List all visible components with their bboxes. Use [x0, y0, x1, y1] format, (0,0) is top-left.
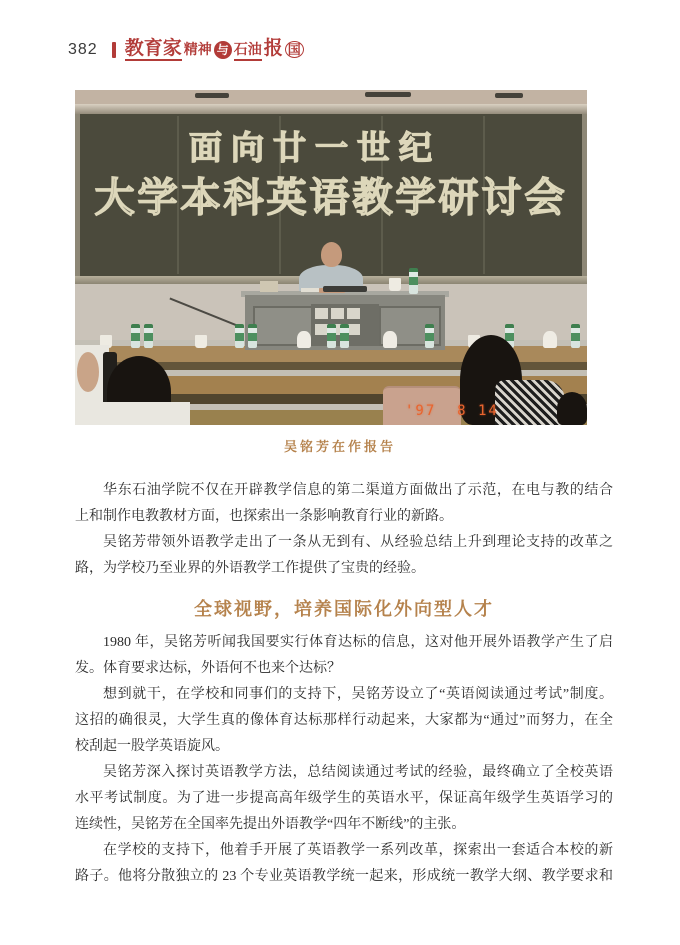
paragraph-line: 上和制作电教教材方面，也探索出一条影响教育行业的新路。	[75, 509, 453, 524]
wall-smudge	[195, 93, 229, 98]
desk-microphone	[323, 286, 367, 292]
water-bottle	[425, 324, 434, 348]
desk-papers	[301, 288, 319, 292]
paragraph-line: 1980 年，吴铭芳听闻我国要实行体育达标的信息，这对他开展外语教学产生了启	[103, 635, 613, 650]
lecture-photo	[75, 90, 587, 425]
audience-head	[557, 392, 587, 425]
water-bottle	[340, 324, 349, 348]
paragraph	[75, 630, 613, 682]
water-bottle	[144, 324, 153, 348]
teacup	[195, 335, 207, 348]
brand-part-educator: 教育家	[124, 38, 182, 59]
paragraph	[75, 682, 613, 760]
water-bottle	[409, 268, 418, 294]
water-bottle	[131, 324, 140, 348]
paragraph-line: 华东石油学院不仅在开辟教学信息的第二渠道方面做出了示范，在电与教的结合	[103, 483, 613, 498]
desk-card	[347, 308, 360, 319]
lidded-teacup	[383, 331, 397, 348]
paragraph-line: 连续性，吴铭芳在全国率先提出外语教学“四年不断线”的主张。	[75, 817, 466, 832]
brand-part-guo: 国	[285, 41, 304, 58]
photo-caption: 吴铭芳在作报告	[283, 439, 396, 454]
chalk-title-line1: 面向廿一世纪	[189, 131, 441, 167]
photo-date-stamp: '97 8 14	[405, 403, 499, 419]
brand-part-spirit: 精神	[183, 43, 212, 58]
header-divider-bar	[112, 42, 116, 58]
paragraph	[75, 838, 613, 890]
paragraph-line: 想到就干，在学校和同事们的支持下，吴铭芳设立了“英语阅读通过考试”制度。	[103, 687, 613, 702]
paragraph	[75, 760, 613, 838]
photo-wall-top	[75, 90, 587, 104]
desk-card	[315, 308, 328, 319]
paragraph-line: 吴铭芳深入探讨英语教学方法，总结阅读通过考试的经验，最终确立了全校英语	[103, 765, 613, 780]
brand-part-oil: 石油	[234, 44, 262, 61]
teacup	[389, 278, 401, 291]
paragraph-line: 这招的确很灵，大学生真的像体育达标那样行动起来，大家都为“通过”而努力，在全	[75, 713, 613, 728]
paragraphs-before-heading	[75, 478, 613, 582]
section-heading: 全球视野，培养国际化外向型人才	[194, 599, 494, 619]
wall-smudge	[365, 92, 411, 97]
lidded-teacup	[297, 331, 311, 348]
paragraph-line: 路，为学校乃至业界的外语教学工作提供了宝贵的经验。	[75, 561, 425, 576]
book-title-logo	[125, 39, 304, 61]
brand-part-bao: 报	[263, 38, 283, 59]
paragraph-line: 路子。他将分散独立的 23 个专业英语教学统一起来，形成统一教学大纲、教学要求和	[75, 869, 613, 884]
page-header	[68, 38, 304, 62]
page-number: 382	[68, 41, 98, 58]
speaker-head	[321, 242, 342, 267]
water-bottle	[571, 324, 580, 348]
audience-face	[77, 352, 99, 392]
patterned-shirt	[495, 380, 565, 425]
paragraph	[75, 530, 613, 582]
water-bottle	[235, 324, 244, 348]
paragraph-line: 吴铭芳带领外语教学走出了一条从无到有、从经验总结上升到理论支持的改革之	[103, 535, 613, 550]
paragraphs-after-heading	[75, 630, 613, 890]
desk-card	[331, 308, 344, 319]
wall-molding	[75, 104, 587, 114]
brand-yu-circle-icon: 与	[214, 41, 232, 59]
paragraph-line: 水平考试制度。为了进一步提高高年级学生的英语水平，保证高年级学生英语学习的	[75, 791, 613, 806]
paragraph	[75, 478, 613, 530]
water-bottle	[327, 324, 336, 348]
chalk-title-line2: 大学本科英语教学研讨会	[94, 175, 568, 220]
lidded-teacup	[543, 331, 557, 348]
paragraph-line: 校刮起一股学英语旋风。	[75, 739, 229, 754]
wall-smudge	[495, 93, 523, 98]
audience-shoulder	[95, 402, 190, 425]
water-bottle	[248, 324, 257, 348]
body-text	[75, 478, 613, 890]
paragraph-line: 在学校的支持下，他着手开展了英语教学一系列改革，探索出一套适合本校的新	[103, 843, 613, 858]
paragraph-line: 发。体育要求达标，外语何不也来个达标？	[75, 661, 341, 676]
desk-box	[260, 281, 278, 292]
